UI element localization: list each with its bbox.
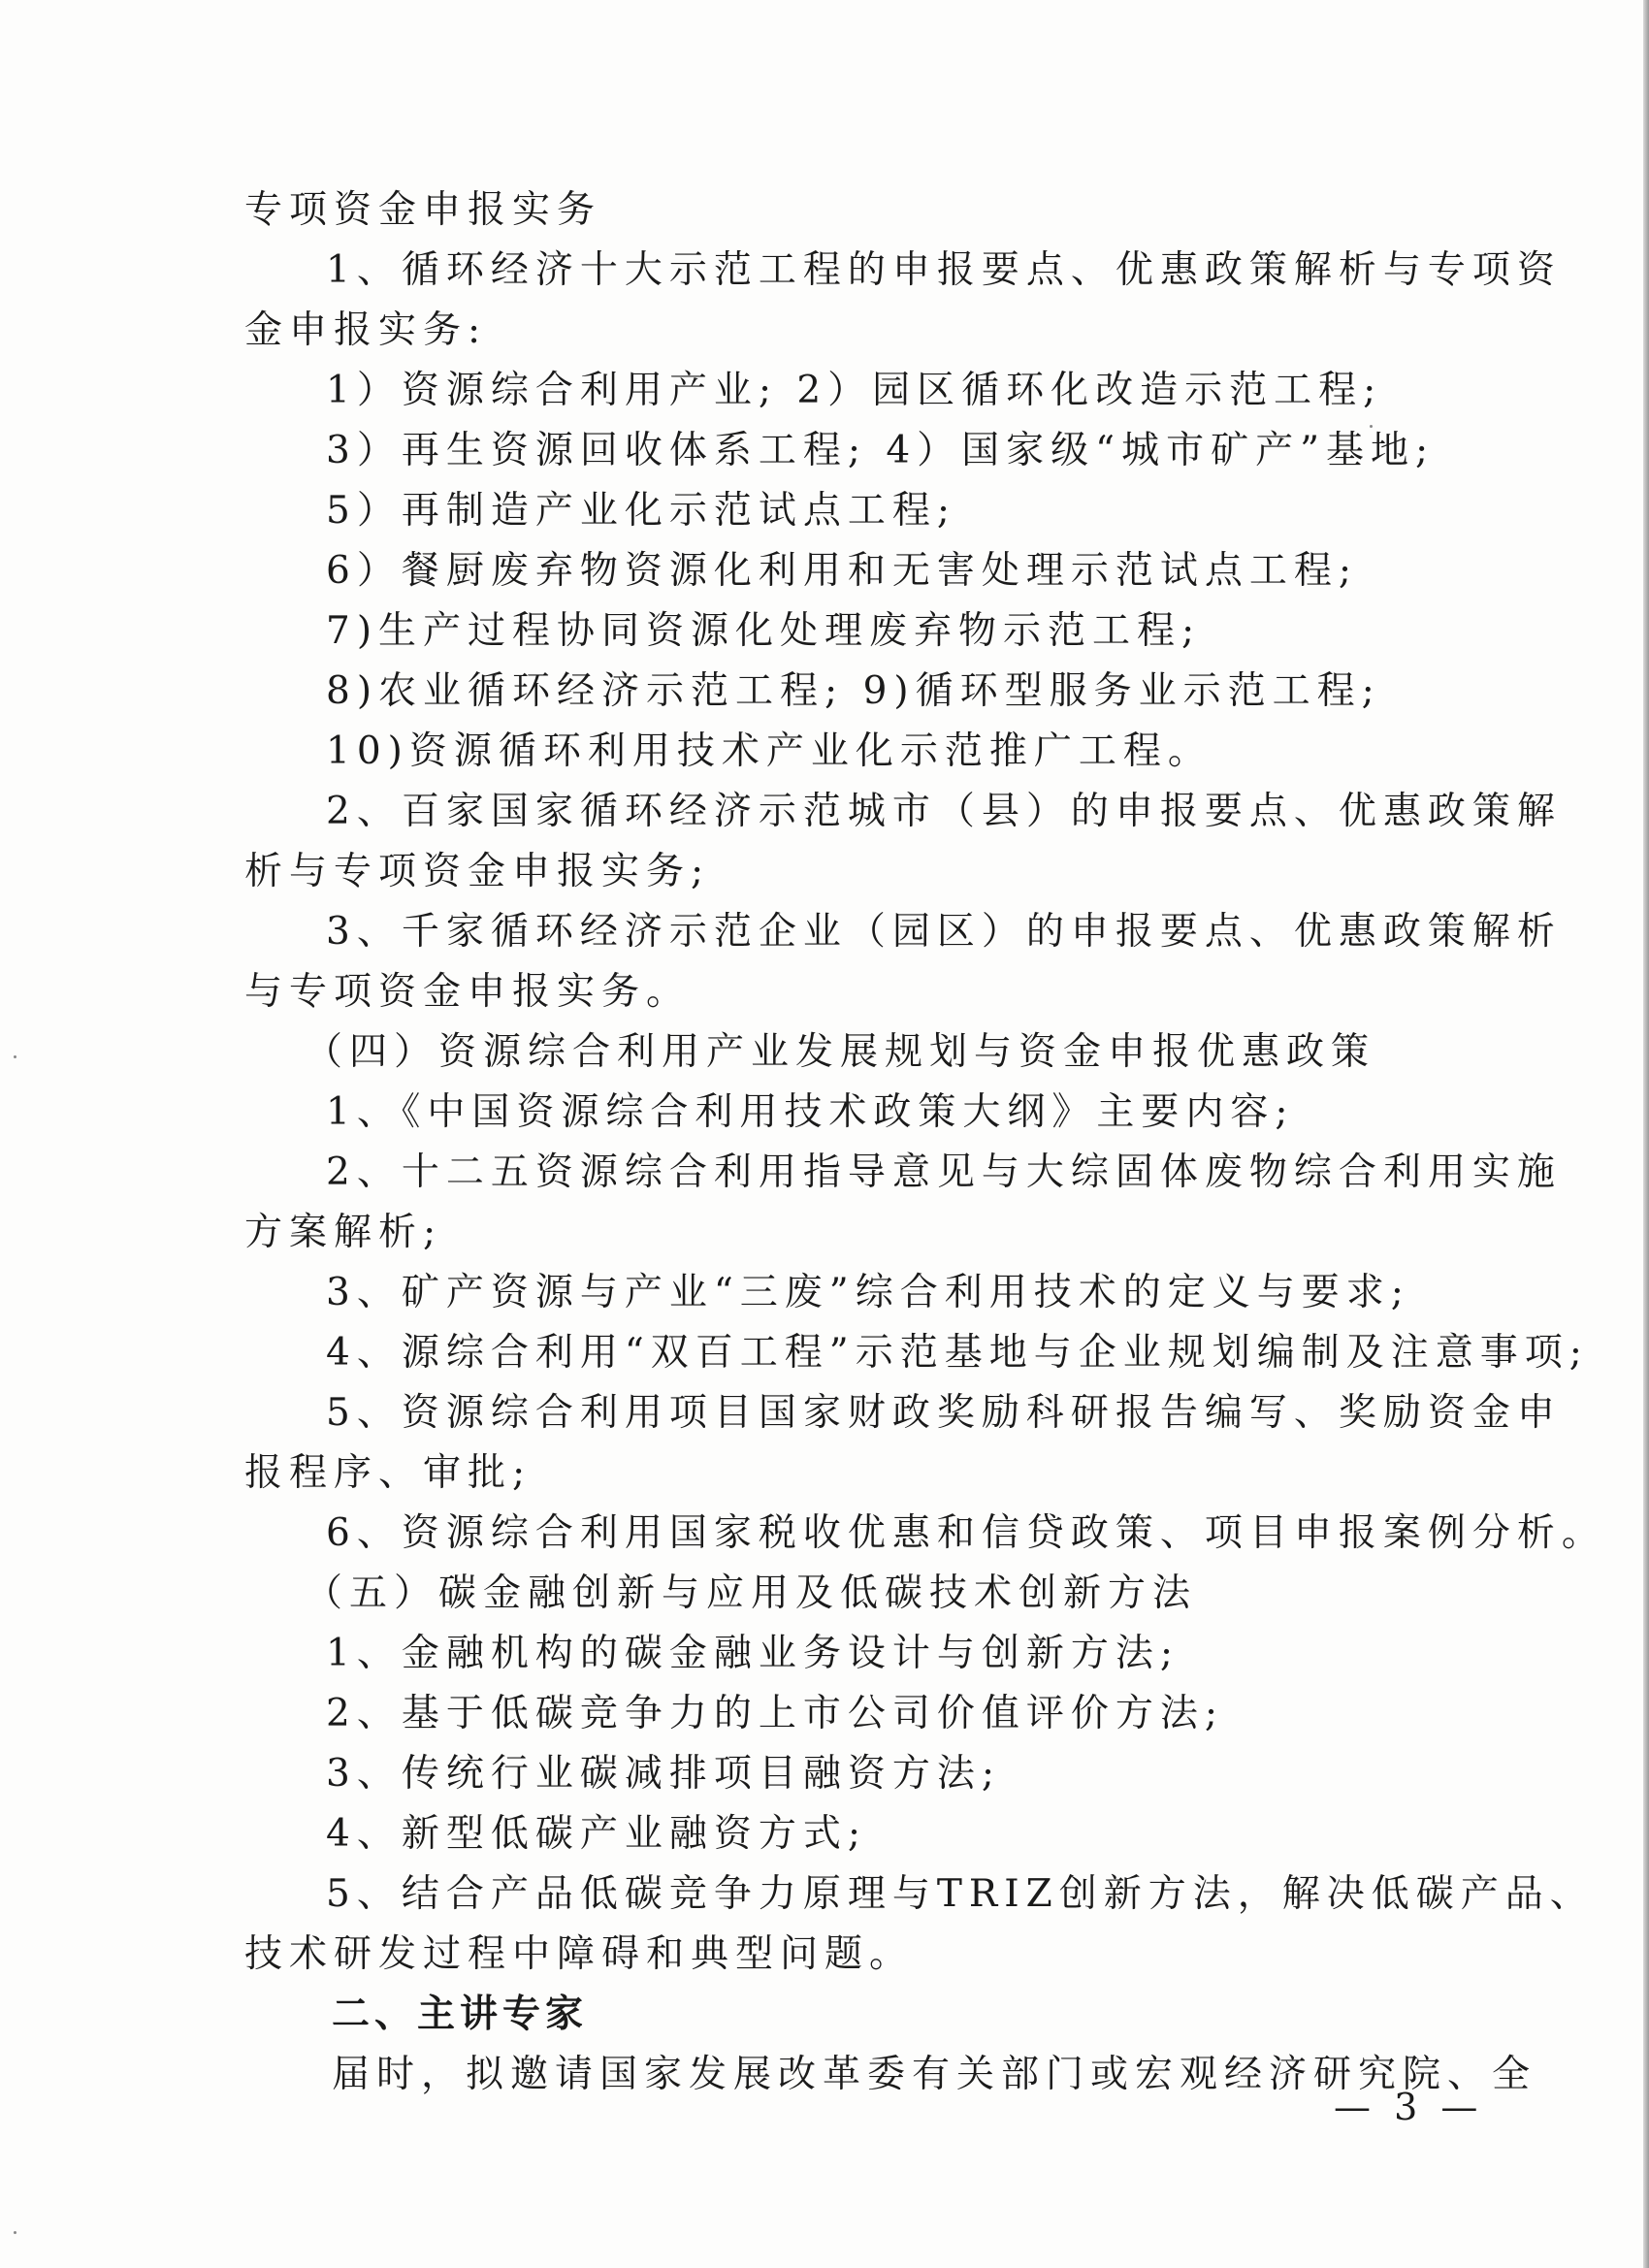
text-line: 与专项资金申报实务。 xyxy=(244,970,692,1014)
text-line: 5）再制造产业化示范试点工程; xyxy=(326,489,956,533)
text-line: 10)资源循环利用技术产业化示范推广工程。 xyxy=(326,729,1212,773)
document-body xyxy=(244,180,1606,2105)
text-line: 8)农业循环经济示范工程; 9)循环型服务业示范工程; xyxy=(326,669,1381,713)
text-line: 4、新型低碳产业融资方式; xyxy=(326,1812,867,1856)
text-line: 届时，拟邀请国家发展改革委有关部门或宏观经济研究院、全 xyxy=(332,2053,1537,2096)
text-line: 2、十二五资源综合利用指导意见与大综固体废物综合利用实施 xyxy=(326,1150,1562,1194)
section-heading: （四）资源综合利用产业发展规划与资金申报优惠政策 xyxy=(305,1030,1376,1074)
scan-speck xyxy=(14,2231,16,2234)
page-number: — 3 — xyxy=(1334,2086,1484,2128)
text-line: 析与专项资金申报实务; xyxy=(244,850,711,893)
scan-edge xyxy=(1643,0,1649,2268)
section-heading: （五）碳金融创新与应用及低碳技术创新方法 xyxy=(305,1571,1198,1615)
text-line: 2、百家国家循环经济示范城市（县）的申报要点、优惠政策解 xyxy=(326,790,1562,833)
text-line: 1、循环经济十大示范工程的申报要点、优惠政策解析与专项资 xyxy=(326,248,1562,292)
text-line: 专项资金申报实务 xyxy=(244,188,602,232)
text-line: 方案解析; xyxy=(244,1211,443,1254)
text-line: 报程序、审批; xyxy=(244,1451,533,1495)
text-line: 3、矿产资源与产业“三废”综合利用技术的定义与要求; xyxy=(326,1271,1410,1314)
text-line: 金申报实务: xyxy=(244,308,488,352)
text-line: 4、源综合利用“双百工程”示范基地与企业规划编制及注意事项; xyxy=(326,1331,1589,1375)
text-line: 5、资源综合利用项目国家财政奖励科研报告编写、奖励资金申 xyxy=(326,1391,1562,1435)
text-line: 2、基于低碳竞争力的上市公司价值评价方法; xyxy=(326,1692,1224,1735)
scan-speck xyxy=(14,1055,16,1058)
text-line: 1、《中国资源综合利用技术政策大纲》主要内容; xyxy=(326,1090,1295,1134)
text-line: 技术研发过程中障碍和典型问题。 xyxy=(244,1932,915,1976)
text-line: 1、金融机构的碳金融业务设计与创新方法; xyxy=(326,1632,1180,1675)
text-line: 3、千家循环经济示范企业（园区）的申报要点、优惠政策解析 xyxy=(326,910,1562,954)
chapter-heading: 二、主讲专家 xyxy=(332,1993,589,2036)
text-line: 3、传统行业碳减排项目融资方法; xyxy=(326,1752,1001,1796)
text-line: 6）餐厨废弃物资源化利用和无害处理示范试点工程; xyxy=(326,549,1358,593)
text-line: 6、资源综合利用国家税收优惠和信贷政策、项目申报案例分析。 xyxy=(326,1511,1606,1555)
text-line: 3）再生资源回收体系工程; 4）国家级“城市矿产”基地; xyxy=(326,429,1436,472)
text-line: 1）资源综合利用产业; 2）园区循环化改造示范工程; xyxy=(326,369,1383,412)
text-line: 5、结合产品低碳竞争力原理与TRIZ创新方法，解决低碳产品、 xyxy=(326,1872,1595,1916)
text-line: 7)生产过程协同资源化处理废弃物示范工程; xyxy=(326,609,1202,653)
